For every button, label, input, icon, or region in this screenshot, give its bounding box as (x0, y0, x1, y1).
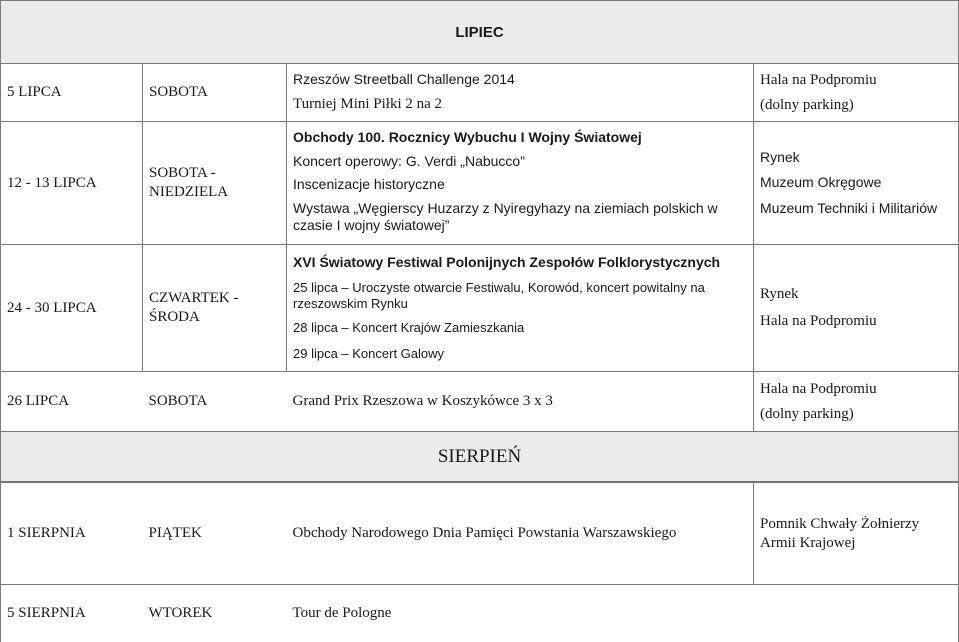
event-line: Obchody Narodowego Dnia Pamięci Powstania Warszawskiego (292, 525, 677, 542)
month-title-august: SIERPIEŃ (1, 432, 959, 482)
place-line: Hala na Podpromiu (760, 380, 877, 397)
place-line: Muzeum Okręgowe (760, 174, 882, 191)
month-title-july: LIPIEC (1, 1, 959, 64)
event-place (754, 245, 959, 372)
table-row (1, 483, 959, 585)
event-line: XVI Światowy Festiwal Polonijnych Zespołów Folklorystycznych (293, 254, 721, 271)
place-line: Hala na Podpromiu (760, 313, 877, 329)
event-day: SOBOTA (143, 372, 287, 432)
table-row (1, 64, 959, 122)
event-line: Tour de Pologne (292, 604, 392, 621)
event-line: Grand Prix Rzeszowa w Koszykówce 3 x 3 (292, 393, 553, 410)
place-line: Rynek (760, 148, 800, 165)
place-line: Muzeum Techniki i Militariów (760, 199, 938, 216)
table-row (1, 585, 959, 642)
table-row (1, 245, 959, 372)
event-description (287, 245, 754, 372)
event-date: 12 - 13 LIPCA (1, 122, 143, 245)
event-line: Koncert operowy: G. Verdi „Nabucco” (293, 152, 525, 169)
event-description (287, 372, 754, 432)
event-day: CZWARTEK - ŚRODA (143, 245, 287, 372)
event-place (754, 483, 959, 585)
event-place (754, 585, 959, 642)
month-header-row (1, 1, 959, 64)
event-day: WTOREK (143, 585, 287, 642)
event-place (754, 64, 959, 122)
event-description (287, 122, 754, 245)
event-date: 26 LIPCA (1, 372, 143, 432)
event-place (754, 372, 959, 432)
event-place (754, 122, 959, 245)
event-date: 1 SIERPNIA (1, 483, 143, 585)
event-line: Wystawa „Węgierscy Huzarzy z Nyiregyhazy na ziemiach polskich w czasie I wojny światowej” (293, 199, 718, 234)
event-day: SOBOTA - NIEDZIELA (143, 122, 287, 245)
event-line: Inscenizacje historyczne (293, 176, 445, 193)
place-line: Pomnik Chwały Żołnierzy Armii Krajowej (760, 515, 920, 551)
event-date: 5 SIERPNIA (1, 585, 143, 642)
event-description (287, 585, 754, 642)
event-description (287, 483, 754, 585)
table-row (1, 372, 959, 432)
table-row (1, 122, 959, 245)
place-line: Hala na Podpromiu (760, 71, 877, 88)
event-line: 28 lipca – Koncert Krajów Zamieszkania (293, 320, 525, 336)
event-day: SOBOTA (143, 64, 287, 122)
event-description (287, 64, 754, 122)
event-line: Obchody 100. Rocznicy Wybuchu I Wojny Światowej (293, 129, 642, 146)
place-line: (dolny parking) (760, 405, 854, 422)
event-line: 29 lipca – Koncert Galowy (293, 345, 445, 361)
event-line: Rzeszów Streetball Challenge 2014 (293, 71, 515, 88)
event-line: Turniej Mini Piłki 2 na 2 (293, 95, 443, 112)
event-line: 25 lipca – Uroczyste otwarcie Festiwalu, Korowód, koncert powitalny na rzeszowskim Rynku (293, 279, 705, 311)
event-date: 5 LIPCA (1, 64, 143, 122)
place-line: Rynek (760, 286, 799, 303)
month-header-row (1, 432, 959, 482)
event-day: PIĄTEK (143, 483, 287, 585)
place-line: (dolny parking) (760, 96, 854, 113)
event-date: 24 - 30 LIPCA (1, 245, 143, 372)
